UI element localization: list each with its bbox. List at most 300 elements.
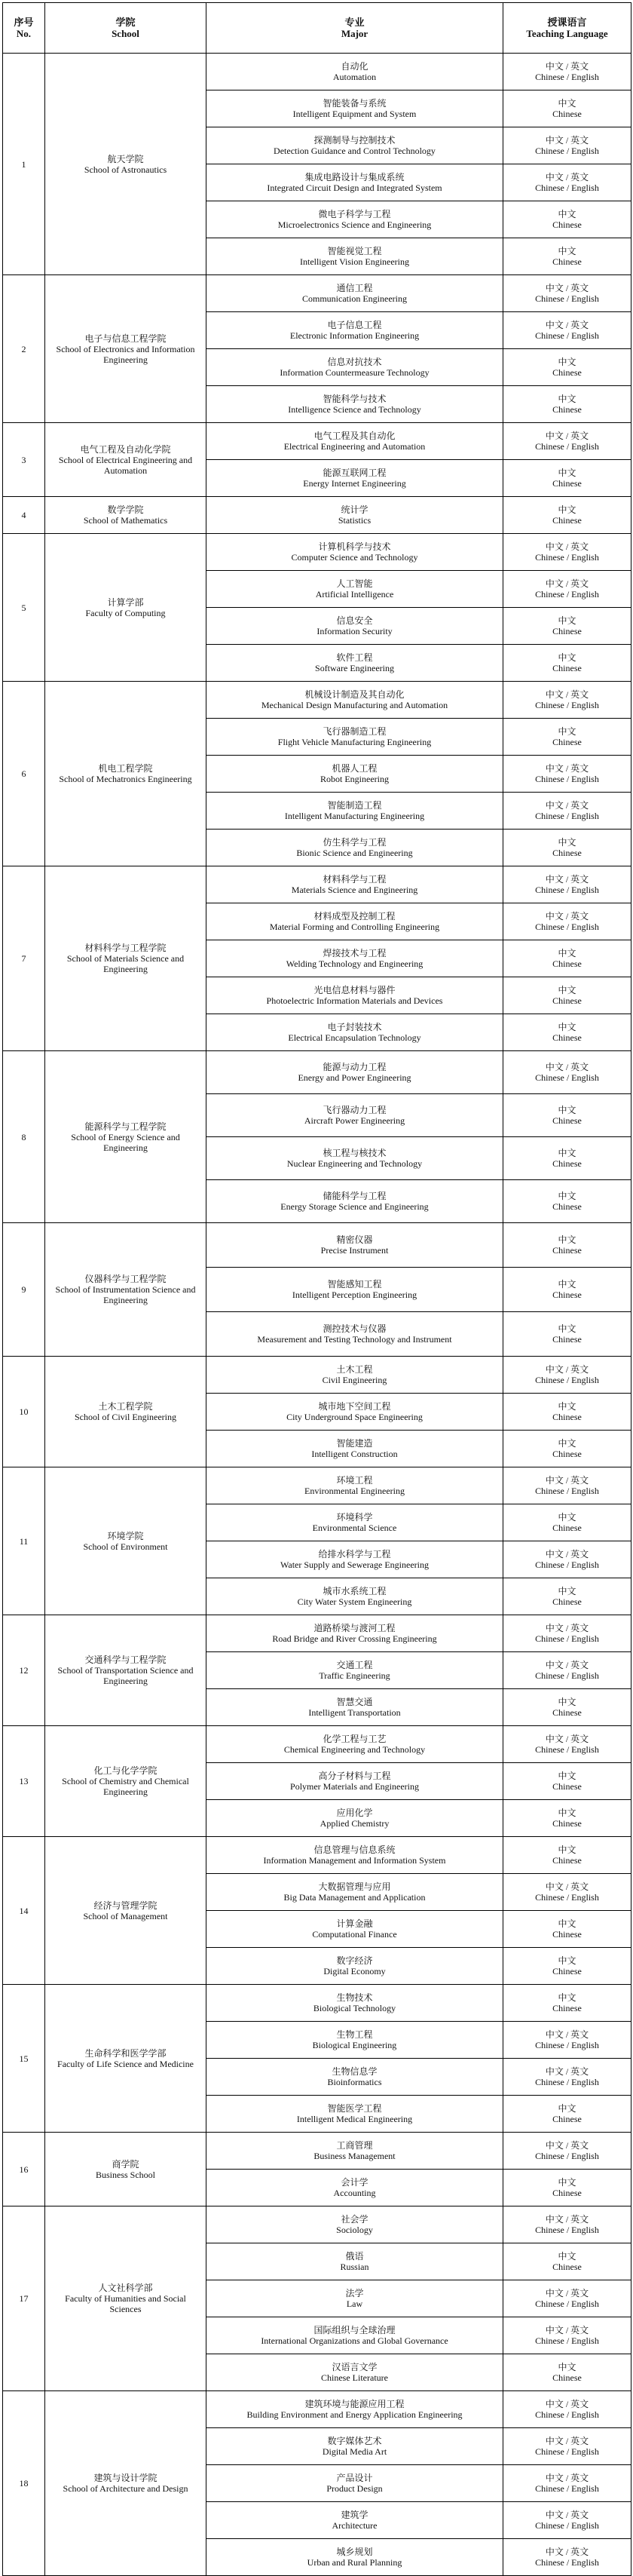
table-row (3, 2133, 631, 2170)
school-name (45, 1467, 206, 1615)
header-school: 学院 School (45, 3, 206, 54)
school-name (45, 866, 206, 1051)
major-name-zh: 智慧交通 (336, 1697, 373, 1707)
major-name (206, 2206, 503, 2243)
teaching-language-en: Chinese / English (535, 1375, 599, 1385)
major-name-en: Electrical Engineering and Automation (283, 441, 426, 452)
major-name-zh: 智能感知工程 (327, 1279, 382, 1290)
teaching-language-zh: 中文 (558, 948, 576, 958)
major-name-en: Environmental Science (312, 1523, 397, 1533)
school-number: 14 (3, 1837, 45, 1985)
teaching-language-zh: 中文 / 英文 (545, 2029, 589, 2040)
teaching-language (503, 2317, 631, 2354)
teaching-language (503, 1223, 631, 1268)
major-name-en: Building Environment and Energy Application Engineering (246, 2409, 463, 2420)
teaching-language-en: Chinese (552, 626, 582, 636)
header-no: 序号 No. (3, 3, 45, 54)
major-name (206, 312, 503, 349)
teaching-language-zh: 中文 (558, 357, 576, 367)
major-name-en: Law (346, 2298, 363, 2309)
teaching-language-zh: 中文 / 英文 (545, 1881, 589, 1892)
teaching-language (503, 201, 631, 238)
table-row (3, 866, 631, 903)
major-name-en: Statistics (338, 515, 372, 526)
teaching-language (503, 977, 631, 1014)
school-name-en: School of Architecture and Design (63, 2483, 188, 2494)
teaching-language-en: Chinese / English (535, 589, 599, 600)
major-name-en: Photoelectric Information Materials and Devices (266, 995, 443, 1006)
teaching-language-en: Chinese (552, 367, 582, 378)
table-row (3, 1467, 631, 1504)
major-name-zh: 电子封装技术 (327, 1022, 382, 1032)
major-name-zh: 信息安全 (336, 615, 373, 626)
school-name-zh: 化工与化学学院 (93, 1765, 157, 1776)
teaching-language (503, 1689, 631, 1726)
major-name (206, 164, 503, 201)
school-name-en: School of Chemistry and Chemical Engineering (62, 1776, 189, 1797)
teaching-language-en: Chinese (552, 1855, 582, 1866)
teaching-language (503, 719, 631, 756)
major-name-zh: 国际组织与全球治理 (313, 2325, 396, 2335)
school-name (45, 1357, 206, 1467)
teaching-language-zh: 中文 / 英文 (545, 2214, 589, 2225)
teaching-language (503, 1652, 631, 1689)
table-row (3, 54, 631, 90)
teaching-language-en: Chinese / English (535, 2151, 599, 2161)
teaching-language-zh: 中文 / 英文 (545, 2436, 589, 2446)
major-name-zh: 焊接技术与工程 (323, 948, 387, 958)
teaching-language (503, 1837, 631, 1874)
teaching-language-zh: 中文 / 英文 (545, 2547, 589, 2557)
table-row (3, 1051, 631, 1094)
teaching-language-zh: 中文 / 英文 (545, 1549, 589, 1559)
teaching-language-en: Chinese (552, 2188, 582, 2198)
major-name-zh: 信息管理与信息系统 (313, 1845, 396, 1855)
major-name (206, 1652, 503, 1689)
teaching-language (503, 423, 631, 460)
teaching-language (503, 866, 631, 903)
teaching-language-en: Chinese / English (535, 2483, 599, 2494)
major-name-zh: 信息对抗技术 (327, 357, 382, 367)
teaching-language-en: Chinese (552, 1032, 582, 1043)
teaching-language (503, 312, 631, 349)
teaching-language-en: Chinese (552, 2372, 582, 2383)
table-row (3, 1223, 631, 1268)
major-name-en: Computer Science and Technology (291, 552, 418, 563)
major-name-zh: 软件工程 (336, 652, 373, 663)
teaching-language-en: Chinese / English (535, 1633, 599, 1644)
teaching-language-zh: 中文 (558, 1191, 576, 1201)
teaching-language-zh: 中文 / 英文 (545, 689, 589, 700)
table-row (3, 2391, 631, 2428)
school-name-zh: 环境学院 (107, 1530, 144, 1541)
major-name-zh: 城乡规划 (336, 2547, 373, 2557)
teaching-language-en: Chinese / English (535, 1670, 599, 1681)
major-name (206, 1541, 503, 1578)
major-name-zh: 城市地下空间工程 (318, 1401, 391, 1412)
teaching-language (503, 1094, 631, 1137)
table-row (3, 1837, 631, 1874)
school-name-en: Business School (95, 2169, 155, 2180)
school-name-zh: 航天学院 (107, 153, 144, 164)
teaching-language (503, 1763, 631, 1800)
major-name-en: Water Supply and Sewerage Engineering (280, 1559, 429, 1570)
teaching-language-zh: 中文 (558, 1697, 576, 1707)
major-name (206, 2280, 503, 2317)
major-name-zh: 城市水系统工程 (323, 1586, 387, 1596)
school-name-en: School of Transportation Science and Engineering (57, 1665, 194, 1686)
teaching-language (503, 940, 631, 977)
major-name-zh: 能源与动力工程 (323, 1062, 387, 1072)
teaching-language-zh: 中文 / 英文 (545, 578, 589, 589)
major-name-zh: 机械设计制造及其自动化 (304, 689, 405, 700)
major-name-zh: 生物工程 (336, 2029, 373, 2040)
major-name (206, 1180, 503, 1223)
major-name (206, 534, 503, 571)
teaching-language-en: Chinese (552, 2003, 582, 2013)
major-name-en: Environmental Engineering (304, 1486, 405, 1496)
major-name-zh: 材料科学与工程 (323, 874, 387, 885)
teaching-language-zh: 中文 (558, 1022, 576, 1032)
teaching-language (503, 830, 631, 866)
teaching-language-zh: 中文 (558, 1918, 576, 1929)
major-name-zh: 给排水科学与工程 (318, 1549, 391, 1559)
major-name (206, 349, 503, 386)
major-name-zh: 汉语言文学 (332, 2362, 378, 2372)
major-name (206, 2170, 503, 2206)
teaching-language-en: Chinese (552, 1449, 582, 1459)
teaching-language-zh: 中文 / 英文 (545, 1623, 589, 1633)
major-name-zh: 测控技术与仪器 (323, 1323, 387, 1334)
major-name (206, 2317, 503, 2354)
major-name (206, 2243, 503, 2280)
major-name-zh: 能源互联网工程 (323, 468, 387, 478)
major-name-zh: 数字经济 (336, 1955, 373, 1966)
teaching-language (503, 903, 631, 940)
school-name-zh: 经济与管理学院 (93, 1900, 157, 1911)
major-name (206, 682, 503, 719)
major-name-en: Intelligent Perception Engineering (292, 1290, 417, 1300)
school-name (45, 54, 206, 275)
teaching-language (503, 2428, 631, 2465)
teaching-language-en: Chinese / English (535, 2077, 599, 2087)
major-name-en: Computational Finance (312, 1929, 397, 1940)
major-name-en: Intelligent Transportation (308, 1707, 401, 1718)
teaching-language-zh: 中文 / 英文 (545, 2399, 589, 2409)
teaching-language-zh: 中文 (558, 1808, 576, 1818)
teaching-language-en: Chinese / English (535, 441, 599, 452)
major-name-en: Artificial Intelligence (315, 589, 394, 600)
major-name-zh: 法学 (345, 2288, 364, 2298)
teaching-language-zh: 中文 / 英文 (545, 61, 589, 72)
teaching-language-en: Chinese (552, 1158, 582, 1169)
teaching-language-en: Chinese (552, 1412, 582, 1422)
school-name (45, 1837, 206, 1985)
major-name-en: Civil Engineering (322, 1375, 387, 1385)
major-name-zh: 仿生科学与工程 (323, 837, 387, 848)
major-name-zh: 土木工程 (336, 1364, 373, 1375)
major-name (206, 1137, 503, 1180)
major-name (206, 54, 503, 90)
school-number: 12 (3, 1615, 45, 1726)
major-name-en: Biological Technology (313, 2003, 396, 2013)
school-name-en: School of Energy Science and Engineering (71, 1131, 180, 1153)
major-name (206, 1726, 503, 1763)
major-name-en: Electronic Information Engineering (289, 330, 420, 341)
major-name-en: Chemical Engineering and Technology (283, 1744, 426, 1755)
major-name-en: Digital Media Art (322, 2446, 387, 2457)
school-number: 1 (3, 54, 45, 275)
teaching-language-zh: 中文 (558, 985, 576, 995)
teaching-language-zh: 中文 / 英文 (545, 1062, 589, 1072)
major-name-zh: 高分子材料与工程 (318, 1771, 391, 1781)
teaching-language-en: Chinese (552, 958, 582, 969)
major-name-zh: 智能装备与系统 (323, 98, 387, 109)
teaching-language-zh: 中文 / 英文 (545, 1734, 589, 1744)
teaching-language (503, 1312, 631, 1357)
teaching-language-en: Chinese (552, 219, 582, 230)
teaching-language-zh: 中文 (558, 837, 576, 848)
major-name-en: Automation (332, 72, 377, 82)
major-name-en: Energy and Power Engineering (298, 1072, 411, 1083)
teaching-language (503, 1615, 631, 1652)
teaching-language-en: Chinese (552, 478, 582, 489)
teaching-language-en: Chinese (552, 1334, 582, 1345)
school-number: 9 (3, 1223, 45, 1357)
teaching-language (503, 349, 631, 386)
major-name-en: Precise Instrument (320, 1245, 389, 1256)
teaching-language-zh: 中文 (558, 2103, 576, 2114)
major-name-zh: 智能医学工程 (327, 2103, 382, 2114)
major-name (206, 2354, 503, 2391)
teaching-language-zh: 中文 (558, 652, 576, 663)
teaching-language (503, 127, 631, 164)
teaching-language (503, 1180, 631, 1223)
table-row (3, 534, 631, 571)
teaching-language-zh: 中文 (558, 615, 576, 626)
major-name-en: Intelligence Science and Technology (288, 404, 421, 415)
teaching-language-zh: 中文 / 英文 (545, 911, 589, 922)
major-name-en: Intelligent Medical Engineering (296, 2114, 413, 2124)
teaching-language-en: Chinese (552, 1781, 582, 1792)
school-name-zh: 机电工程学院 (98, 763, 153, 774)
teaching-language (503, 275, 631, 312)
school-number: 7 (3, 866, 45, 1051)
teaching-language-en: Chinese (552, 848, 582, 858)
major-name-en: Chinese Literature (321, 2372, 388, 2383)
school-name (45, 1051, 206, 1223)
teaching-language-zh: 中文 / 英文 (545, 1660, 589, 1670)
school-number: 2 (3, 275, 45, 423)
major-name (206, 2391, 503, 2428)
teaching-language-en: Chinese / English (535, 2225, 599, 2235)
major-name-zh: 道路桥梁与渡河工程 (313, 1623, 396, 1633)
major-name (206, 1837, 503, 1874)
school-number: 16 (3, 2133, 45, 2206)
major-name-en: City Underground Space Engineering (286, 1412, 423, 1422)
major-name-en: Material Forming and Controlling Engineering (269, 922, 440, 932)
teaching-language-en: Chinese (552, 737, 582, 747)
teaching-language (503, 238, 631, 275)
major-name (206, 1357, 503, 1394)
major-name-en: Sociology (336, 2225, 373, 2235)
teaching-language-en: Chinese (552, 1245, 582, 1256)
major-name (206, 1911, 503, 1948)
major-name-en: Intelligent Manufacturing Engineering (284, 811, 425, 821)
major-name-zh: 计算机科学与技术 (318, 541, 391, 552)
teaching-language-en: Chinese (552, 1966, 582, 1976)
teaching-language-zh: 中文 / 英文 (545, 874, 589, 885)
major-name-en: International Organizations and Global Governance (261, 2335, 448, 2346)
teaching-language-zh: 中文 / 英文 (545, 283, 589, 293)
school-name-zh: 建筑与设计学院 (93, 2473, 157, 2483)
major-name (206, 201, 503, 238)
teaching-language (503, 1431, 631, 1467)
major-name-zh: 大数据管理与应用 (318, 1881, 391, 1892)
teaching-language-zh: 中文 (558, 98, 576, 109)
school-name-zh: 材料科学与工程学院 (84, 943, 167, 953)
teaching-language-zh: 中文 / 英文 (545, 1364, 589, 1375)
major-name (206, 1014, 503, 1051)
table-row (3, 682, 631, 719)
teaching-language-zh: 中文 (558, 1279, 576, 1290)
teaching-language-en: Chinese (552, 1707, 582, 1718)
major-name (206, 866, 503, 903)
teaching-language-en: Chinese / English (535, 2446, 599, 2457)
school-name-zh: 电子与信息工程学院 (84, 333, 167, 344)
teaching-language-zh: 中文 (558, 1323, 576, 1334)
major-name (206, 90, 503, 127)
teaching-language-zh: 中文 (558, 1955, 576, 1966)
major-name-en: Welding Technology and Engineering (286, 958, 424, 969)
teaching-language (503, 1578, 631, 1615)
major-name-en: City Water System Engineering (297, 1596, 412, 1607)
school-name-en: School of Electrical Engineering and Automation (58, 454, 193, 476)
school-number: 8 (3, 1051, 45, 1223)
major-name-en: Flight Vehicle Manufacturing Engineering (277, 737, 432, 747)
major-name-zh: 机器人工程 (332, 763, 378, 774)
teaching-language-en: Chinese / English (535, 330, 599, 341)
teaching-language-zh: 中文 / 英文 (545, 2510, 589, 2520)
majors-table (2, 2, 631, 2576)
major-name (206, 423, 503, 460)
major-name-zh: 产品设计 (336, 2473, 373, 2483)
teaching-language-en: Chinese (552, 995, 582, 1006)
major-name-zh: 会计学 (341, 2177, 368, 2188)
teaching-language-zh: 中文 (558, 1234, 576, 1245)
major-name-en: Intelligent Construction (311, 1449, 398, 1459)
school-name-zh: 能源科学与工程学院 (84, 1121, 167, 1132)
major-name-zh: 生物技术 (336, 1992, 373, 2003)
school-name (45, 1615, 206, 1726)
major-name-zh: 计算金融 (336, 1918, 373, 1929)
school-name-en: Faculty of Life Science and Medicine (57, 2058, 194, 2069)
major-name-zh: 环境科学 (336, 1512, 373, 1523)
teaching-language-en: Chinese (552, 256, 582, 267)
major-name-zh: 飞行器制造工程 (323, 726, 387, 737)
teaching-language-zh: 中文 (558, 1845, 576, 1855)
major-name-en: Digital Economy (323, 1966, 386, 1976)
major-name (206, 1268, 503, 1312)
major-name (206, 1094, 503, 1137)
school-name (45, 1985, 206, 2133)
table-row (3, 2206, 631, 2243)
major-name-en: Bioinformatics (327, 2077, 382, 2087)
header-row (3, 3, 631, 54)
teaching-language-en: Chinese / English (535, 2040, 599, 2050)
major-name (206, 793, 503, 830)
table-row (3, 275, 631, 312)
major-name (206, 2059, 503, 2096)
major-name-en: Polymer Materials and Engineering (290, 1781, 419, 1792)
teaching-language (503, 1268, 631, 1312)
teaching-language (503, 164, 631, 201)
school-name (45, 423, 206, 497)
teaching-language (503, 1014, 631, 1051)
teaching-language (503, 2280, 631, 2317)
school-name-en: School of Mechatronics Engineering (59, 774, 192, 784)
teaching-language (503, 386, 631, 423)
major-name-en: Architecture (332, 2520, 378, 2531)
teaching-language-zh: 中文 (558, 394, 576, 404)
major-name-en: Intelligent Equipment and System (292, 109, 417, 119)
teaching-language-zh: 中文 / 英文 (545, 2140, 589, 2151)
teaching-language-en: Chinese / English (535, 1072, 599, 1083)
major-name-zh: 建筑环境与能源应用工程 (304, 2399, 405, 2409)
teaching-language-en: Chinese (552, 1523, 582, 1533)
major-name-en: Applied Chemistry (320, 1818, 390, 1829)
school-name (45, 275, 206, 423)
major-name-en: Biological Engineering (312, 2040, 397, 2050)
teaching-language-zh: 中文 (558, 2177, 576, 2188)
major-name (206, 1948, 503, 1985)
teaching-language (503, 460, 631, 497)
teaching-language-en: Chinese (552, 1201, 582, 1212)
major-name (206, 571, 503, 608)
major-name (206, 2502, 503, 2539)
school-name (45, 1223, 206, 1357)
teaching-language (503, 2170, 631, 2206)
teaching-language-zh: 中文 (558, 1438, 576, 1449)
teaching-language (503, 2539, 631, 2576)
teaching-language-zh: 中文 (558, 1992, 576, 2003)
major-name-zh: 智能制造工程 (327, 800, 382, 811)
major-name-zh: 环境工程 (336, 1475, 373, 1486)
header-major: 专业 Major (206, 3, 503, 54)
major-name-en: Energy Internet Engineering (303, 478, 406, 489)
table-body (3, 54, 631, 2576)
major-name-zh: 应用化学 (336, 1808, 373, 1818)
teaching-language-zh: 中文 / 英文 (545, 763, 589, 774)
major-name-zh: 探测制导与控制技术 (313, 135, 396, 146)
teaching-language-en: Chinese / English (535, 1744, 599, 1755)
teaching-language-zh: 中文 / 英文 (545, 172, 589, 182)
school-name-zh: 计算学部 (107, 596, 144, 608)
teaching-language (503, 1874, 631, 1911)
major-name (206, 1985, 503, 2022)
school-name-zh: 生命科学和医学学部 (84, 2047, 167, 2059)
school-name (45, 2133, 206, 2206)
major-name-en: Information Management and Information System (263, 1855, 446, 1866)
major-name (206, 1504, 503, 1541)
major-name (206, 1874, 503, 1911)
teaching-language-en: Chinese / English (535, 774, 599, 784)
major-name (206, 719, 503, 756)
teaching-language-zh: 中文 / 英文 (545, 800, 589, 811)
major-name (206, 275, 503, 312)
major-name-en: Intelligent Vision Engineering (299, 256, 410, 267)
teaching-language-zh: 中文 (558, 1401, 576, 1412)
